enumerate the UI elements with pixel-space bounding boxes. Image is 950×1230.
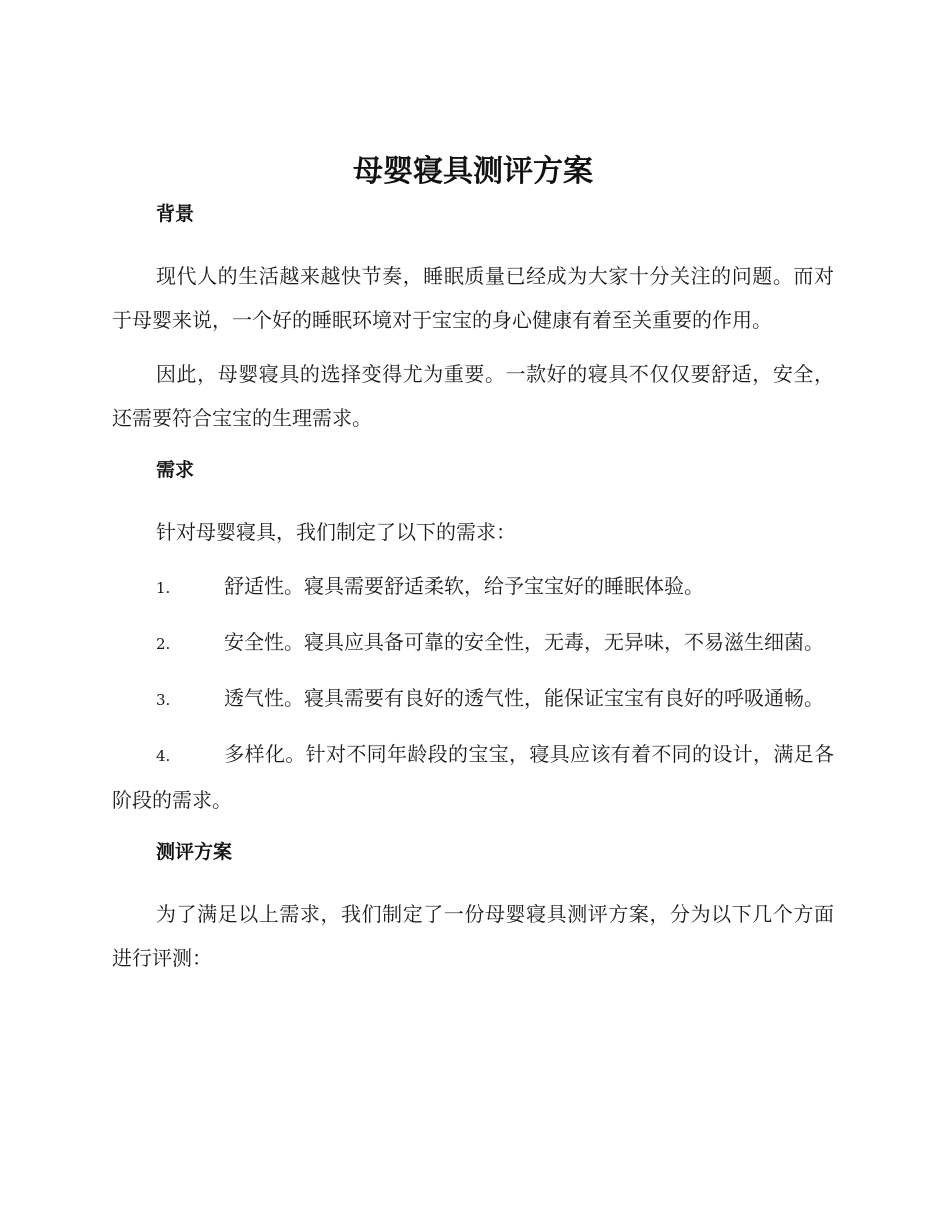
list-item-number: 3. (156, 691, 171, 709)
list-item (112, 564, 834, 610)
list-item-number: 2. (156, 635, 171, 653)
document-title: 母婴寝具测评方案 (353, 154, 593, 189)
plan-intro: 为了满足以上需求，我们制定了一份母婴寝具测评方案，分为以下几个方面进行评测： (112, 902, 834, 970)
document-page (112, 150, 834, 990)
list-item (112, 676, 834, 722)
background-paragraph: 现代人的生活越来越快节奏，睡眠质量已经成为大家十分关注的问题。而对于母婴来说，一个好的睡眠环境对于宝宝的身心健康有着至关重要的作用。 (112, 264, 834, 332)
section-heading-background: 背景 (156, 203, 195, 225)
list-item-number: 4. (156, 747, 171, 765)
list-item (112, 732, 834, 822)
list-item-text: 透气性。寝具需要有良好的透气性，能保证宝宝有良好的呼吸通畅。 (224, 686, 824, 710)
list-item (112, 620, 834, 666)
list-item-text: 安全性。寝具应具备可靠的安全性，无毒，无异味，不易滋生细菌。 (224, 630, 824, 654)
list-item-text: 舒适性。寝具需要舒适柔软，给予宝宝好的睡眠体验。 (224, 574, 704, 598)
list-item-number: 1. (156, 579, 171, 597)
section-heading-plan: 测评方案 (156, 841, 233, 863)
requirements-intro: 针对母婴寝具，我们制定了以下的需求： (156, 520, 516, 544)
background-paragraph: 因此，母婴寝具的选择变得尤为重要。一款好的寝具不仅仅要舒适，安全，还需要符合宝宝的生理需求。 (112, 362, 834, 430)
section-heading-requirements: 需求 (156, 459, 195, 481)
list-item-text: 多样化。针对不同年龄段的宝宝，寝具应该有着不同的设计，满足各阶段的需求。 (112, 742, 834, 812)
